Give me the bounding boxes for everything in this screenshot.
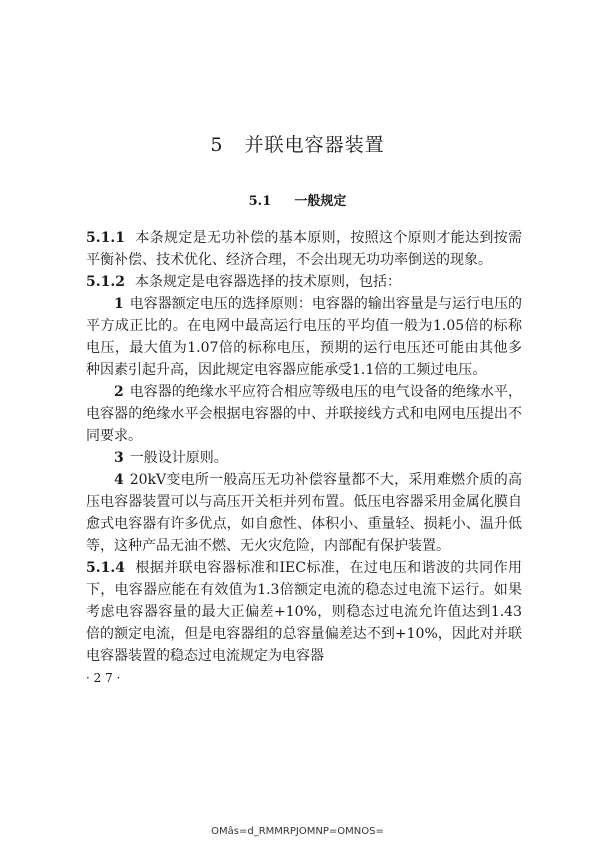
paragraph (86, 557, 522, 667)
section-number: 5.1 (248, 194, 272, 209)
item-number: 4 (114, 472, 124, 488)
paragraph (86, 227, 522, 271)
item-text: 电容器额定电压的选择原则：电容器的输出容量是与运行电压的平方成正比的。在电网中最高运行电压的平均值一般为1.05倍的标称电压，最大值为1.07倍的标称电压，预期的运行电压还可能由其他多种因素引起升高，因此规定电容器应能承受1.1倍的工频过电压。 (86, 296, 522, 378)
item-text: 20kV变电所一般高压无功补偿容量都不大，采用难燃介质的高压电容器装置可以与高压开关柜并列布置。低压电容器采用金属化膜自愈式电容器有许多优点，如自愈性、体积小、重量轻、损耗小、温升低等，这种产品无油不燃、无火灾危险，内部配有保护装置。 (86, 472, 522, 554)
clause-text: 根据并联电容器标准和IEC标准，在过电压和谐波的共同作用下，电容器应能在有效值为1.3倍额定电流的稳态过电流下运行。如果考虑电容器容量的最大正偏差+10%，则稳态过电流允许值达到1.43倍的额定电流，但是电容器组的总容量偏差达不到+10%，因此对并联电容器装置的稳态过电流规定为电容器 (86, 560, 522, 664)
clause-text: 本条规定是无功补偿的基本原则，按照这个原则才能达到按需平衡补偿、技术优化、经济合理，不会出现无功功率倒送的现象。 (86, 230, 522, 268)
item-text: 电容器的绝缘水平应符合相应等级电压的电气设备的绝缘水平，电容器的绝缘水平会根据电容器的中、并联接线方式和电网电压提出不同要求。 (86, 384, 522, 444)
section-title-text: 一般规定 (294, 194, 347, 209)
chapter-number: 5 (210, 134, 224, 156)
clause-number: 5.1.4 (86, 560, 125, 576)
clause-text: 本条规定是电容器选择的技术原则，包括： (134, 274, 401, 290)
chapter-title (0, 130, 595, 157)
list-item (86, 381, 522, 447)
paragraph (86, 271, 522, 293)
chapter-title-text: 并联电容器装置 (244, 134, 385, 156)
item-number: 3 (114, 450, 124, 466)
item-text: 一般设计原则。 (129, 450, 228, 466)
body-text (86, 227, 522, 689)
item-number: 1 (114, 296, 124, 312)
page-number: · 2 7 · (86, 671, 121, 685)
item-number: 2 (114, 384, 124, 400)
clause-number: 5.1.1 (86, 230, 125, 246)
list-item (86, 447, 522, 469)
clause-number: 5.1.2 (86, 274, 125, 290)
footer-code: OMâs=d_RMMRPJOMNP=OMNOS= (211, 826, 384, 837)
list-item (86, 469, 522, 557)
list-item (86, 293, 522, 381)
section-title (0, 190, 595, 209)
